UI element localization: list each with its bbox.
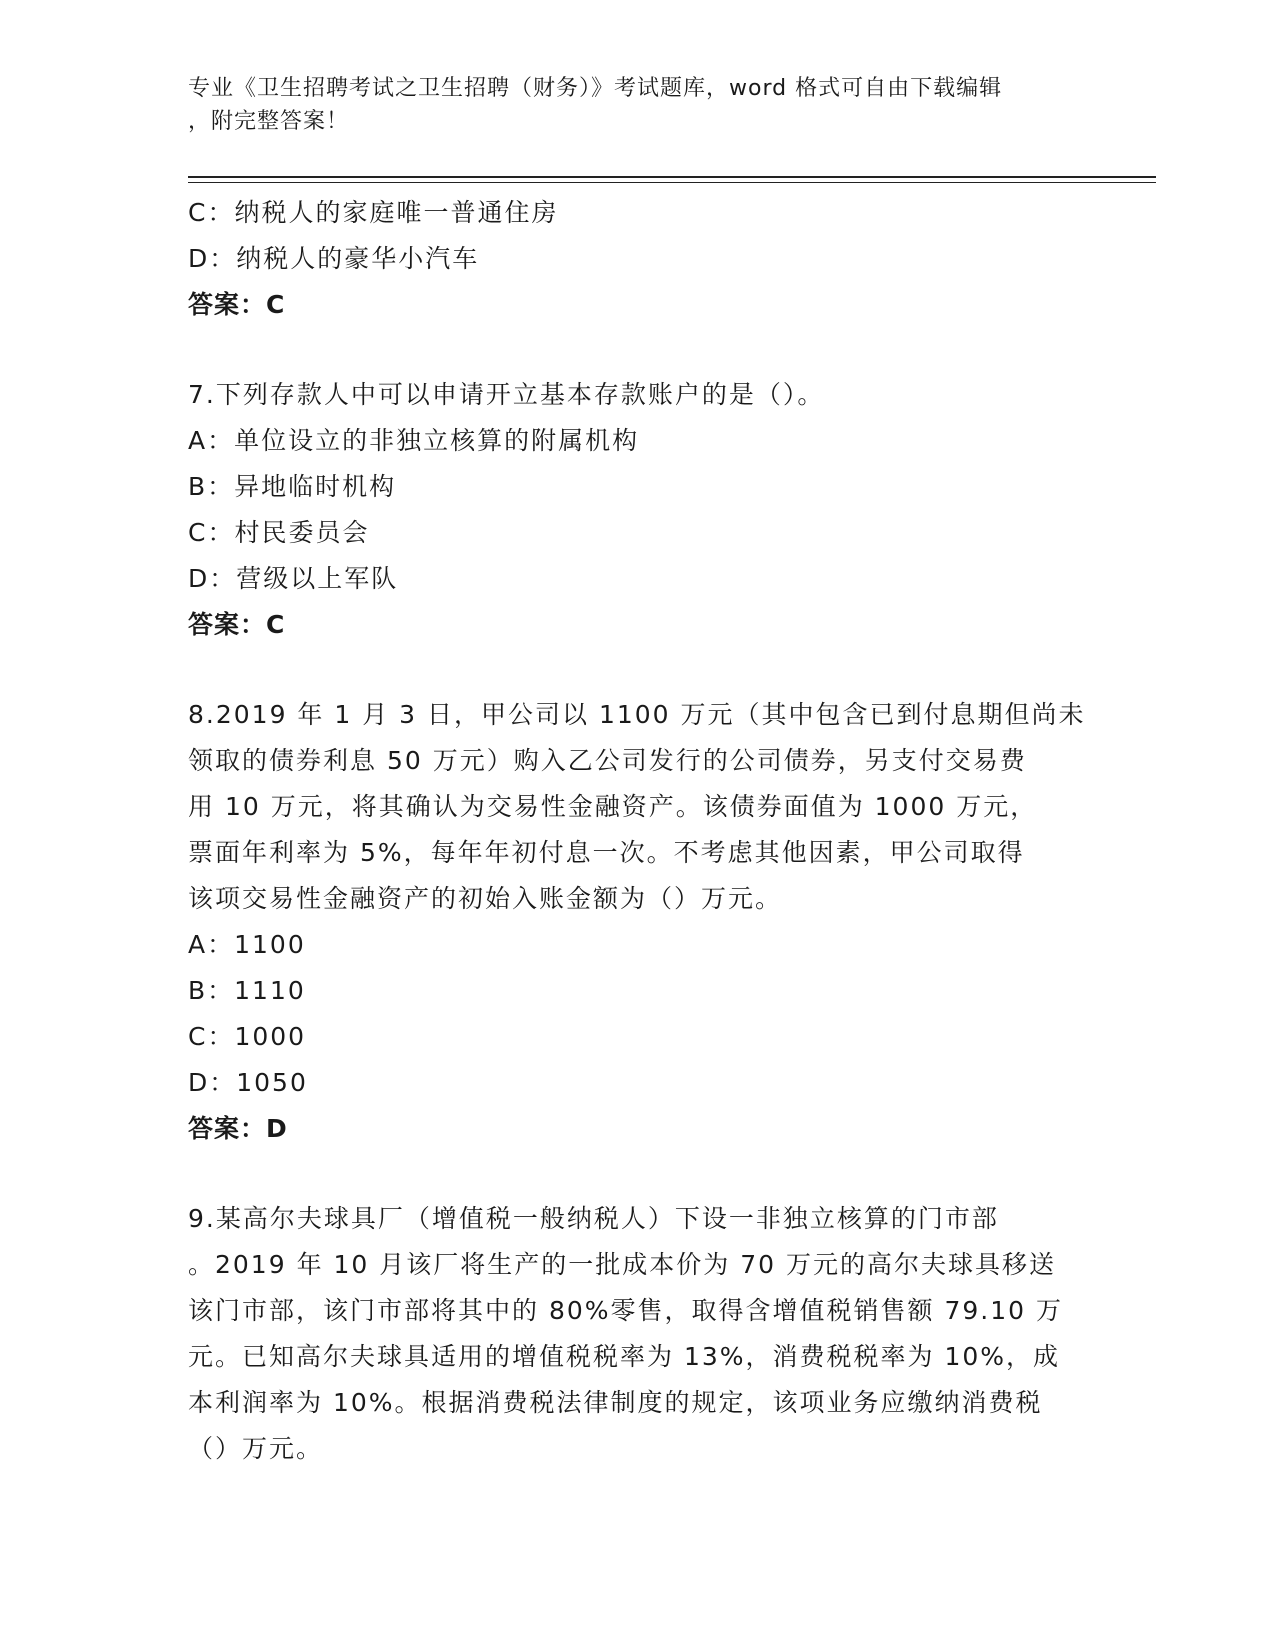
header-divider-thin <box>188 182 1156 183</box>
q7-answer: 答案：C <box>188 610 286 639</box>
q9-stem-line: 元。已知高尔夫球具适用的增值税税率为 13%，消费税税率为 10%，成 <box>188 1342 1061 1371</box>
spacer <box>188 328 1088 372</box>
q9-stem-line: 本利润率为 10%。根据消费税法律制度的规定，该项业务应缴纳消费税 <box>188 1388 1043 1417</box>
spacer <box>188 1152 1088 1196</box>
q8-stem-line: 票面年利率为 5%，每年年初付息一次。不考虑其他因素，甲公司取得 <box>188 838 1025 867</box>
question-content <box>188 190 1088 1472</box>
q7-option-c: C：村民委员会 <box>188 518 370 547</box>
q8-option-a: A：1100 <box>188 930 306 959</box>
question-7 <box>188 372 1088 648</box>
q6-answer: 答案：C <box>188 290 286 319</box>
question-9 <box>188 1196 1088 1472</box>
header-line-2: ，附完整答案！ <box>188 109 350 134</box>
q9-stem-line: 该门市部，该门市部将其中的 80%零售，取得含增值税销售额 79.10 万 <box>188 1296 1063 1325</box>
q7-stem: 7.下列存款人中可以申请开立基本存款账户的是（）。 <box>188 380 825 409</box>
q6-option-d: D：纳税人的豪华小汽车 <box>188 244 480 273</box>
q7-option-d: D：营级以上军队 <box>188 564 399 593</box>
q8-answer: 答案：D <box>188 1114 288 1143</box>
spacer <box>188 648 1088 692</box>
q7-option-b: B：异地临时机构 <box>188 472 397 501</box>
q8-stem-line: 8.2019 年 1 月 3 日，甲公司以 1100 万元（其中包含已到付息期但尚未 <box>188 700 1086 729</box>
q9-stem-line: 9.某高尔夫球具厂（增值税一般纳税人）下设一非独立核算的门市部 <box>188 1204 999 1233</box>
question-8 <box>188 692 1088 1152</box>
q8-stem-line: 该项交易性金融资产的初始入账金额为（）万元。 <box>188 884 783 913</box>
q9-stem-line: （）万元。 <box>188 1434 324 1463</box>
q8-option-b: B：1110 <box>188 976 306 1005</box>
q8-stem-line: 用 10 万元，将其确认为交易性金融资产。该债券面值为 1000 万元， <box>188 792 1038 821</box>
q8-option-c: C：1000 <box>188 1022 307 1051</box>
q8-option-d: D：1050 <box>188 1068 308 1097</box>
q7-option-a: A：单位设立的非独立核算的附属机构 <box>188 426 640 455</box>
question-6-tail <box>188 190 1088 328</box>
q8-stem-line: 领取的债券利息 50 万元）购入乙公司发行的公司债券，另支付交易费 <box>188 746 1027 775</box>
q9-stem-line: 。2019 年 10 月该厂将生产的一批成本价为 70 万元的高尔夫球具移送 <box>188 1250 1056 1279</box>
header-divider-thick <box>188 176 1156 178</box>
document-header <box>188 72 1078 138</box>
q6-option-c: C：纳税人的家庭唯一普通住房 <box>188 198 559 227</box>
header-line-1: 专业《卫生招聘考试之卫生招聘（财务）》考试题库，word 格式可自由下载编辑 <box>188 76 1003 101</box>
